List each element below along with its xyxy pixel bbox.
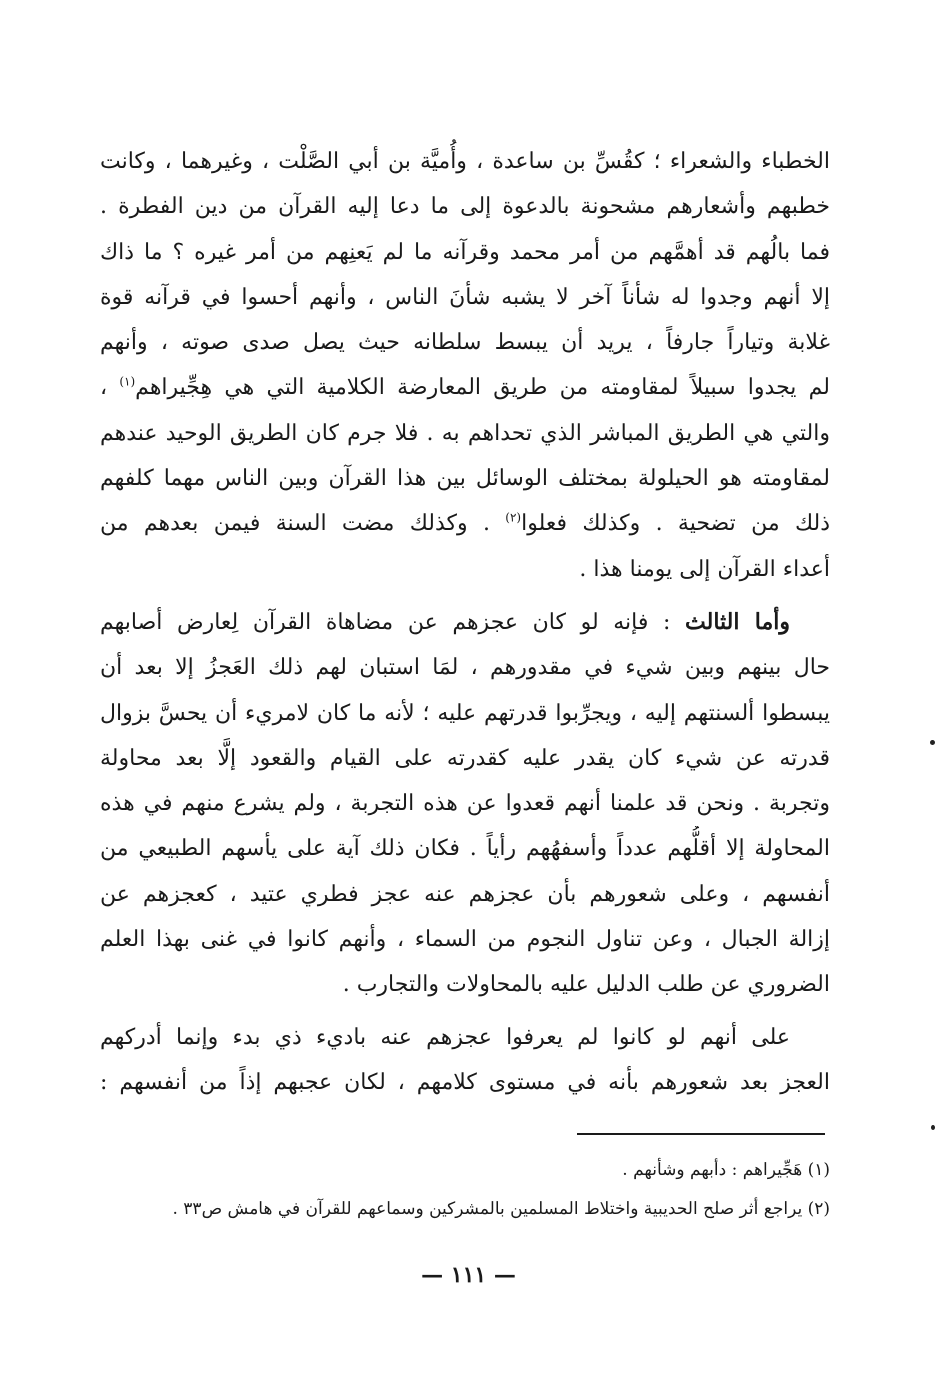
footnote-mark-2: (٢) bbox=[505, 511, 522, 526]
paragraph-lead: وأما الثالث bbox=[685, 609, 790, 635]
footnote-rule bbox=[577, 1133, 825, 1135]
line-text: : فإنه لو كان عجزهم عن مضاهاة القرآن لِعارض أصابهم bbox=[100, 610, 686, 635]
line-text: لم يجدوا سبيلاً لمقاومته من طريق المعارضة الكلامية التي هي هِجِّيراهم bbox=[135, 375, 830, 401]
paragraph-3 bbox=[100, 1015, 830, 1106]
text-line: على أنهم لو كانوا لم يعرفوا عجزهم عنه باديء ذي بدء وإنما أدركهم bbox=[100, 1025, 790, 1050]
text-line: إلا أنهم وجدوا له شأناً آخر لا يشبه شأنَ الناس ، وأنهم أحسوا في قرآنه قوة bbox=[100, 284, 830, 310]
scan-speck bbox=[931, 1125, 935, 1130]
text-line: أنفسهم ، وعلى شعورهم بأن عجزهم عنه عجز فطري عتيد ، كعجزهم عن bbox=[100, 881, 830, 907]
line-text: ذلك من تضحية . وكذلك فعلوا bbox=[521, 511, 830, 537]
text-line: العجز بعد شعورهم بأنه في مستوى كلامهم ، لكان عجبهم إذاً من أنفسهم : bbox=[100, 1070, 830, 1096]
text-line: لمقاومته هو الحيلولة بمختلف الوسائل بين هذا القرآن وبين الناس مهما كلفهم bbox=[100, 466, 830, 492]
text-line: المحاولة إلا أقلُّهم عدداً وأسفهُهم رأياً . فكان ذلك آية على يأسهم الطبيعي من bbox=[100, 836, 830, 862]
line-tail: . وكذلك مضت السنة فيمن بعدهم من bbox=[100, 511, 506, 537]
text-line: وتجربة . ونحن قد علمنا أنهم قعدوا عن هذه التجربة ، ولم يشرع منهم في هذه bbox=[100, 791, 830, 817]
text-line bbox=[100, 501, 830, 546]
text-line: غلابة وتياراً جارفاً ، يريد أن يبسط سلطانه حيث يصل صدى صوته ، وأنهم bbox=[100, 330, 830, 356]
text-line: يبسطوا ألسنتهم إليه ، ويجرِّبوا قدرتهم عليه ؛ لأنه ما كان لامريء أن يحسَّ بزوال bbox=[100, 700, 830, 726]
text-line: والتي هي الطريق المباشر الذي تحداهم به . فلا جرم كان الطريق الوحيد عندهم bbox=[100, 420, 830, 446]
footnote-2: (٢) يراجع أثر صلح الحديبية واختلاط المسلمين بالمشركين وسماعهم للقرآن في هامش ص٣٣ . bbox=[172, 1199, 830, 1219]
text-line: إزالة الجبال ، وعن تناول النجوم من السماء ، وأنهم كانوا في غنى بهذا العلم bbox=[100, 927, 830, 953]
text-line: قدرته عن شيء كان يقدر عليه كقدرته على القيام والقعود إلَّا بعد محاولة bbox=[100, 745, 830, 771]
text-line bbox=[100, 600, 830, 645]
text-line: فما بالُهم قد أهمَّهم من أمر محمد وقرآنه ما لم يَعنِهم من أمر غيره ؟ ما ذاك bbox=[100, 239, 830, 265]
text-line: أعداء القرآن إلى يومنا هذا . bbox=[579, 556, 830, 582]
page-number: — ١١١ — bbox=[421, 1262, 516, 1288]
paragraph-2 bbox=[100, 600, 830, 1008]
paragraph-1 bbox=[100, 139, 830, 592]
text-line: الخطباء والشعراء ؛ كقُسِّ بن ساعدة ، وأُميَّة بن أبي الصَّلْت ، وغيرهما ، وكانت bbox=[100, 149, 830, 174]
text-line: خطبهم وأشعارهم مشحونة بالدعوة إلى ما دعا إليه القرآن من دين الفطرة . bbox=[100, 194, 830, 220]
text-line bbox=[100, 365, 830, 410]
line-tail: ، bbox=[100, 375, 120, 401]
footnote-1: (١) هَجِّيراهم : دأبهم وشأنهم . bbox=[622, 1160, 830, 1180]
text-line: حال بينهم وبين شيء في مقدورهم ، لمَا استبان لهم ذلك العَجزُ إلا بعد أن bbox=[100, 655, 830, 681]
footnote-mark-1: (١) bbox=[119, 375, 136, 390]
text-line: الضروري عن طلب الدليل عليه بالمحاولات والتجارب . bbox=[342, 972, 830, 998]
scan-speck bbox=[930, 740, 935, 745]
